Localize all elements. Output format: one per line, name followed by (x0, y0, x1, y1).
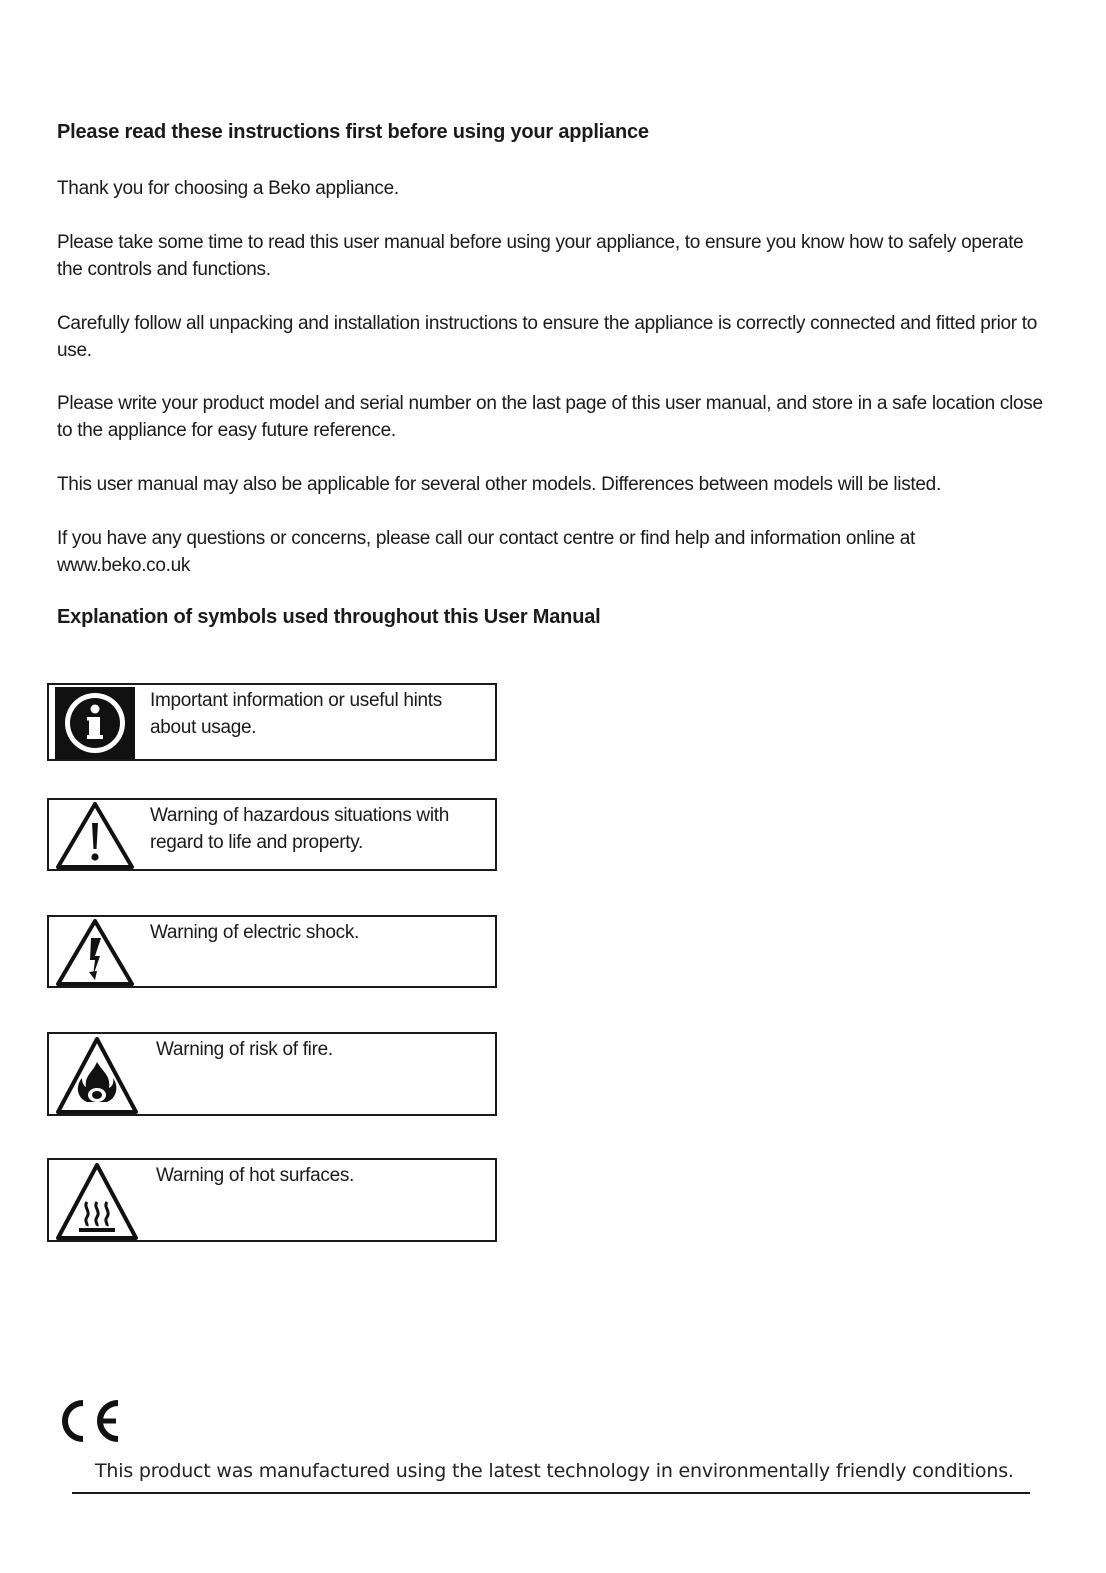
paragraph-other-models: This user manual may also be applicable for several other models. Differences between models will be listed. (57, 474, 941, 495)
ce-mark-logo (55, 1397, 123, 1445)
symbol-text-warning: Warning of hazardous situations with regard to life and property. (150, 805, 449, 853)
symbol-text-electric-shock: Warning of electric shock. (150, 922, 360, 943)
paragraph-serial-number: Please write your product model and serial number on the last page of this user manual, and store in a safe location close to the appliance for easy future reference. (57, 393, 1043, 441)
paragraph-read-manual: Please take some time to read this user manual before using your appliance, to ensure you know how to safely operate the controls and functions. (57, 232, 1024, 280)
footer-divider (72, 1492, 1030, 1494)
electric-shock-icon (55, 918, 135, 986)
footer-statement: This product was manufactured using the latest technology in environmentally friendly conditions. (95, 1460, 1014, 1482)
hot-surface-icon (55, 1162, 139, 1240)
paragraph-unpacking: Carefully follow all unpacking and installation instructions to ensure the appliance is correctly connected and fitted prior to use. (57, 313, 1038, 361)
intro-heading: Please read these instructions first before using your appliance (57, 121, 649, 143)
symbol-text-hot-surface: Warning of hot surfaces. (156, 1165, 355, 1186)
symbol-text-info: Important information or useful hints about usage. (150, 690, 442, 738)
symbol-box-hot-surface (47, 1158, 497, 1242)
warning-icon (55, 801, 135, 869)
symbol-box-electric-shock (47, 915, 497, 988)
symbol-box-info (47, 683, 497, 761)
paragraph-thank-you: Thank you for choosing a Beko appliance. (57, 178, 399, 199)
symbols-heading: Explanation of symbols used throughout this User Manual (57, 606, 601, 628)
symbol-box-warning (47, 798, 497, 871)
paragraph-contact: If you have any questions or concerns, please call our contact centre or find help and information online at www.beko.co.uk (57, 528, 915, 576)
symbol-box-fire (47, 1032, 497, 1116)
fire-icon (55, 1036, 139, 1114)
info-icon (55, 687, 135, 759)
symbol-text-fire: Warning of risk of fire. (156, 1039, 333, 1060)
